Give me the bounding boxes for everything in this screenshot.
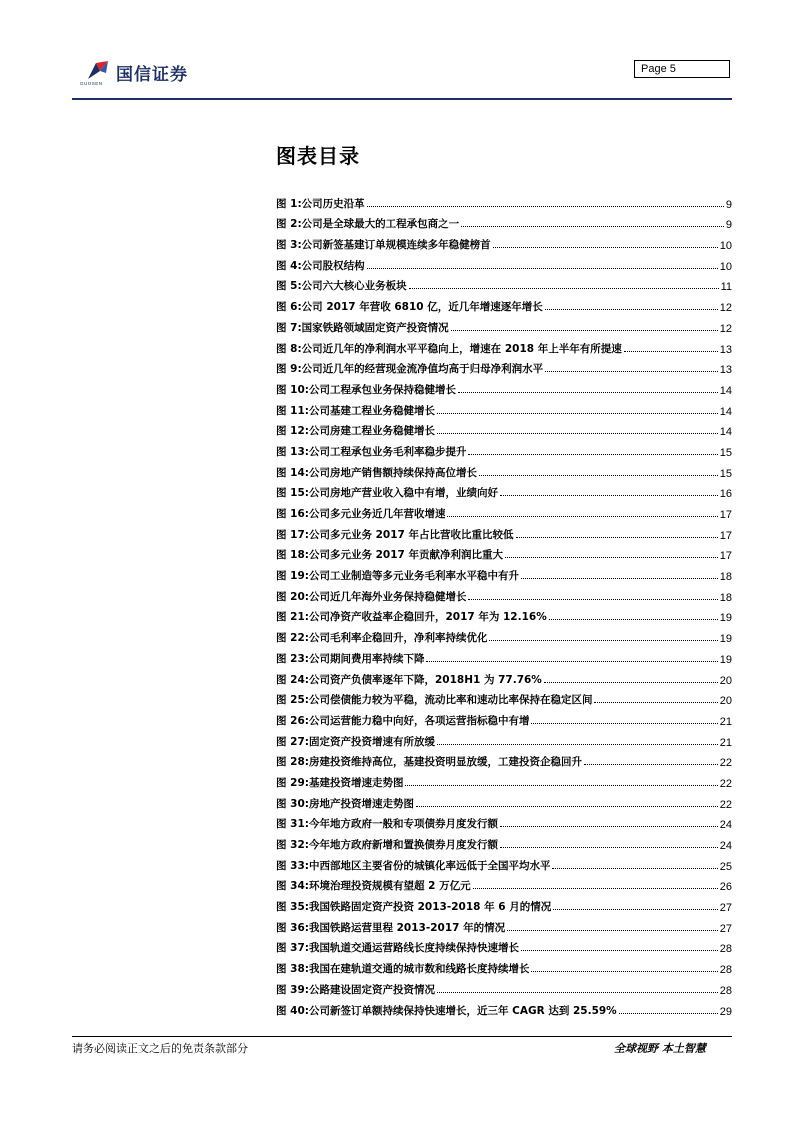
toc-entry[interactable] — [276, 500, 732, 521]
toc-entry-title: 环境治理投资规模有望超 2 万亿元 — [308, 880, 471, 893]
toc-entry-label: 图 21: — [276, 611, 309, 624]
toc-entry-label: 图 15: — [276, 487, 309, 500]
toc-entry-title: 公司近几年的净利润水平平稳向上，增速在 2018 年上半年有所提速 — [301, 342, 622, 355]
toc-entry-page: 14 — [719, 426, 732, 439]
toc-entry[interactable] — [276, 728, 732, 749]
toc-entry-title: 公司 2017 年营收 6810 亿，近几年增速逐年增长 — [301, 301, 543, 314]
toc-entry-title: 公司多元业务 2017 年贡献净利润比重大 — [308, 549, 504, 562]
toc-entry-page: 21 — [719, 715, 732, 728]
toc-entry[interactable] — [276, 749, 732, 770]
page-header — [0, 0, 793, 100]
toc-dot-leader — [544, 682, 718, 683]
toc-entry-title: 公司房地产营业收入稳中有增，业绩向好 — [308, 487, 498, 500]
toc-dot-leader — [531, 971, 717, 972]
toc-entry-label: 图 3: — [276, 239, 302, 252]
toc-entry-label: 图 12: — [276, 425, 309, 438]
toc-dot-leader — [619, 1013, 718, 1014]
toc-dot-leader — [624, 351, 718, 352]
toc-entry[interactable] — [276, 604, 732, 625]
toc-entry-page: 9 — [725, 198, 732, 211]
toc-entry[interactable] — [276, 231, 732, 252]
toc-entry-page: 9 — [725, 219, 732, 232]
toc-entry-title: 公司股权结构 — [301, 259, 365, 272]
toc-entry-title: 公司偿债能力较为平稳，流动比率和速动比率保持在稳定区间 — [308, 694, 593, 707]
guosen-logo-icon — [86, 59, 110, 81]
toc-entry-title: 公司房地产销售额持续保持高位增长 — [308, 466, 477, 479]
toc-entry[interactable] — [276, 852, 732, 873]
toc-entry-page: 19 — [719, 653, 732, 666]
toc-entry-title: 公司近几年的经营现金流净值均高于归母净利润水平 — [301, 363, 544, 376]
toc-entry-page: 13 — [719, 364, 732, 377]
toc-entry-label: 图 16: — [276, 508, 309, 520]
toc-dot-leader — [468, 599, 717, 600]
toc-dot-leader — [545, 371, 718, 372]
footer-slogan: 全球视野 本土智慧 — [614, 1042, 706, 1055]
toc-entry-page: 26 — [719, 881, 732, 894]
footer-divider — [72, 1036, 732, 1037]
toc-dot-leader — [367, 206, 724, 207]
toc-entry-label: 图 8: — [276, 342, 302, 355]
toc-entry-label: 图 18: — [276, 549, 309, 562]
toc-entry-label: 图 22: — [276, 632, 309, 645]
toc-entry-title: 今年地方政府新增和置换债券月度发行额 — [308, 839, 498, 851]
toc-entry[interactable] — [276, 459, 732, 480]
toc-dot-leader — [367, 268, 718, 269]
toc-entry[interactable] — [276, 356, 732, 377]
toc-entry-label: 图 29: — [276, 776, 309, 789]
toc-entry-page: 22 — [719, 777, 732, 790]
toc-entry-page: 16 — [719, 488, 732, 501]
toc-entry[interactable] — [276, 418, 732, 439]
toc-entry-label: 图 38: — [276, 963, 309, 976]
footer-disclaimer: 请务必阅读正文之后的免责条款部分 — [72, 1042, 248, 1055]
toc-entry-page: 24 — [719, 840, 732, 852]
toc-entry-page: 15 — [719, 467, 732, 480]
toc-dot-leader — [479, 475, 718, 476]
toc-entry[interactable] — [276, 397, 732, 418]
toc-entry[interactable] — [276, 190, 732, 211]
toc-entry-page: 10 — [719, 240, 732, 253]
toc-entry[interactable] — [276, 583, 732, 604]
toc-dot-leader — [500, 826, 718, 827]
toc-dot-leader — [437, 413, 718, 414]
toc-entry-page: 29 — [719, 1005, 732, 1018]
toc-dot-leader — [451, 330, 718, 331]
toc-entry-title: 公司新签订单额持续保持快速增长，近三年 CAGR 达到 25.59% — [308, 1004, 617, 1017]
toc-entry-title: 房地产投资增速走势图 — [308, 797, 414, 810]
toc-entry-page: 21 — [719, 736, 732, 749]
toc-entry-label: 图 24: — [276, 673, 309, 686]
toc-entry-label: 图 25: — [276, 694, 309, 707]
toc-entry[interactable] — [276, 376, 732, 397]
toc-entry-page: 14 — [719, 405, 732, 418]
toc-dot-leader — [521, 578, 718, 579]
toc-entry-label: 图 6: — [276, 301, 302, 314]
toc-dot-leader — [426, 661, 717, 662]
toc-entry-title: 我国铁路固定资产投资 2013-2018 年 6 月的情况 — [308, 901, 552, 914]
toc-entry-page: 15 — [719, 446, 732, 459]
toc-entry-page: 17 — [719, 550, 732, 563]
company-logo — [78, 57, 198, 89]
toc-entry-label: 图 26: — [276, 714, 309, 727]
toc-entry[interactable] — [276, 873, 732, 894]
toc-entry-title: 我国轨道交通运营路线长度持续保持快速增长 — [308, 942, 519, 955]
toc-entry-label: 图 32: — [276, 839, 309, 851]
toc-entry-label: 图 34: — [276, 880, 309, 893]
toc-entry[interactable] — [276, 955, 732, 976]
toc-entry-label: 图 2: — [276, 218, 302, 231]
toc-entry[interactable] — [276, 521, 732, 542]
toc-entry-label: 图 30: — [276, 797, 309, 810]
toc-entry-page: 28 — [719, 943, 732, 956]
toc-entry-label: 图 28: — [276, 756, 309, 769]
toc-entry[interactable] — [276, 542, 732, 563]
toc-dot-leader — [516, 537, 718, 538]
toc-entry-label: 图 10: — [276, 383, 309, 396]
toc-dot-leader — [461, 226, 724, 227]
toc-entry-page: 17 — [719, 509, 732, 521]
toc-entry-title: 中西部地区主要省份的城镇化率远低于全国平均水平 — [308, 859, 551, 872]
toc-entry-label: 图 35: — [276, 901, 309, 914]
toc-dot-leader — [584, 764, 718, 765]
toc-entry-page: 18 — [719, 591, 732, 604]
toc-entry-page: 24 — [719, 819, 732, 832]
toc-entry[interactable] — [276, 293, 732, 314]
toc-dot-leader — [437, 744, 718, 745]
toc-dot-leader — [521, 950, 718, 951]
toc-dot-leader — [468, 454, 717, 455]
toc-entry[interactable] — [276, 976, 732, 997]
toc-entry-title: 公司是全球最大的工程承包商之一 — [301, 218, 460, 231]
toc-entry-title: 公司资产负债率逐年下降，2018H1 为 77.76% — [308, 673, 542, 686]
toc-entry-page: 12 — [719, 302, 732, 315]
toc-entry[interactable] — [276, 666, 732, 687]
page-number-box: Page 5 — [634, 60, 730, 78]
toc-entry-title: 国家铁路领域固定资产投资情况 — [301, 321, 449, 334]
toc-dot-leader — [437, 992, 718, 993]
toc-entry[interactable] — [276, 480, 732, 501]
toc-dot-leader — [507, 930, 718, 931]
toc-entry-label: 图 36: — [276, 921, 309, 934]
toc-entry[interactable] — [276, 645, 732, 666]
toc-entry-label: 图 13: — [276, 445, 309, 458]
toc-dot-leader — [531, 723, 717, 724]
toc-dot-leader — [489, 640, 717, 641]
toc-entry-title: 公司基建工程业务稳健增长 — [308, 404, 435, 417]
toc-entry[interactable] — [276, 914, 732, 935]
toc-entry-page: 20 — [719, 674, 732, 687]
toc-entry-label: 图 11: — [276, 404, 309, 417]
toc-entry-title: 公司新签基建订单规模连续多年稳健榜首 — [301, 239, 491, 252]
toc-entry-page: 19 — [719, 612, 732, 625]
toc-entry[interactable] — [276, 935, 732, 956]
toc-entry[interactable] — [276, 811, 732, 832]
toc-entry-title: 房建投资维持高位，基建投资明显放缓，工建投资企稳回升 — [308, 756, 582, 769]
toc-entry-label: 图 1: — [276, 197, 302, 210]
toc-entry-title: 公司运营能力稳中向好，各项运营指标稳中有增 — [308, 714, 530, 727]
toc-entry-label: 图 31: — [276, 818, 309, 831]
brand-name: 国信证券 — [116, 65, 188, 85]
toc-entry-page: 22 — [719, 798, 732, 811]
toc-dot-leader — [552, 868, 717, 869]
toc-entry-page: 25 — [719, 860, 732, 873]
toc-entry[interactable] — [276, 252, 732, 273]
page-title: 图表目录 — [276, 144, 360, 168]
toc-entry-label: 图 17: — [276, 528, 309, 541]
toc-dot-leader — [473, 888, 718, 889]
toc-entry-label: 图 33: — [276, 859, 309, 872]
toc-entry-label: 图 7: — [276, 321, 302, 334]
toc-entry-page: 28 — [719, 984, 732, 997]
toc-dot-leader — [500, 847, 718, 848]
toc-entry-title: 公司净资产收益率企稳回升，2017 年为 12.16% — [308, 611, 547, 624]
toc-entry[interactable] — [276, 769, 732, 790]
toc-entry-title: 公路建设固定资产投资情况 — [308, 983, 435, 996]
toc-entry[interactable] — [276, 831, 732, 852]
toc-entry[interactable] — [276, 707, 732, 728]
toc-entry-title: 公司毛利率企稳回升，净利率持续优化 — [308, 632, 488, 645]
toc-entry-title: 固定资产投资增速有所放缓 — [308, 735, 435, 748]
toc-entry-title: 公司工程承包业务毛利率稳步提升 — [308, 445, 467, 458]
toc-entry-title: 我国铁路运营里程 2013-2017 年的情况 — [308, 921, 506, 934]
toc-entry-label: 图 37: — [276, 942, 309, 955]
toc-dot-leader — [549, 619, 718, 620]
toc-entry[interactable] — [276, 211, 732, 232]
toc-entry-title: 公司近几年海外业务保持稳健增长 — [308, 590, 467, 603]
toc-entry[interactable] — [276, 273, 732, 294]
toc-entry-label: 图 39: — [276, 983, 309, 996]
toc-entry[interactable] — [276, 893, 732, 914]
toc-entry-label: 图 40: — [276, 1004, 309, 1017]
toc-entry-title: 公司多元业务 2017 年占比营收比重比较低 — [308, 528, 514, 541]
toc-dot-leader — [458, 392, 718, 393]
toc-dot-leader — [545, 309, 718, 310]
toc-entry[interactable] — [276, 997, 732, 1018]
toc-entry-title: 公司工程承包业务保持稳健增长 — [308, 383, 456, 396]
toc-entry-page: 10 — [719, 260, 732, 273]
toc-entry-label: 图 27: — [276, 735, 309, 748]
toc-dot-leader — [416, 806, 718, 807]
toc-dot-leader — [500, 495, 718, 496]
toc-entry[interactable] — [276, 314, 732, 335]
header-divider — [72, 98, 732, 100]
toc-entry-title: 我国在建轨道交通的城市数和线路长度持续增长 — [308, 963, 530, 976]
toc-entry-page: 20 — [719, 695, 732, 708]
toc-entry-title: 今年地方政府一般和专项债券月度发行额 — [308, 818, 498, 831]
toc-dot-leader — [409, 288, 719, 289]
toc-entry-label: 图 19: — [276, 570, 309, 583]
figure-table-of-contents — [276, 190, 732, 1018]
toc-entry-title: 公司期间费用率持续下降 — [308, 652, 425, 665]
toc-entry-title: 公司工业制造等多元业务毛利率水平稳中有升 — [308, 570, 519, 583]
toc-entry-page: 28 — [719, 964, 732, 977]
toc-entry-page: 22 — [719, 757, 732, 770]
toc-entry[interactable] — [276, 790, 732, 811]
toc-entry[interactable] — [276, 438, 732, 459]
toc-entry-page: 14 — [719, 384, 732, 397]
toc-entry-label: 图 20: — [276, 590, 309, 603]
toc-dot-leader — [553, 909, 718, 910]
toc-entry-page: 11 — [720, 281, 732, 294]
toc-entry[interactable] — [276, 624, 732, 645]
toc-entry-label: 图 4: — [276, 259, 302, 272]
toc-entry-label: 图 14: — [276, 466, 309, 479]
toc-entry[interactable] — [276, 335, 732, 356]
toc-dot-leader — [437, 433, 718, 434]
toc-dot-leader — [405, 785, 717, 786]
toc-dot-leader — [505, 557, 718, 558]
toc-entry-title: 公司历史沿革 — [301, 197, 365, 210]
toc-entry[interactable] — [276, 562, 732, 583]
toc-entry-page: 17 — [719, 529, 732, 542]
toc-dot-leader — [493, 247, 718, 248]
toc-entry-title: 公司房建工程业务稳健增长 — [308, 425, 435, 438]
toc-entry-page: 27 — [719, 922, 732, 935]
toc-entry-page: 19 — [719, 633, 732, 646]
toc-entry-title: 公司多元业务近几年营收增速 — [308, 508, 446, 520]
toc-entry-page: 27 — [719, 902, 732, 915]
brand-subtitle: GUOSEN — [80, 81, 103, 86]
toc-entry-label: 图 9: — [276, 363, 302, 376]
toc-dot-leader — [594, 702, 717, 703]
toc-entry-label: 图 5: — [276, 280, 302, 293]
toc-entry-page: 18 — [719, 571, 732, 584]
toc-entry-title: 基建投资增速走势图 — [308, 776, 404, 789]
toc-entry-label: 图 23: — [276, 652, 309, 665]
toc-entry-page: 13 — [719, 343, 732, 356]
toc-dot-leader — [447, 516, 717, 517]
toc-entry-title: 公司六大核心业务板块 — [301, 280, 407, 293]
toc-entry-page: 12 — [719, 322, 732, 335]
toc-entry[interactable] — [276, 687, 732, 708]
